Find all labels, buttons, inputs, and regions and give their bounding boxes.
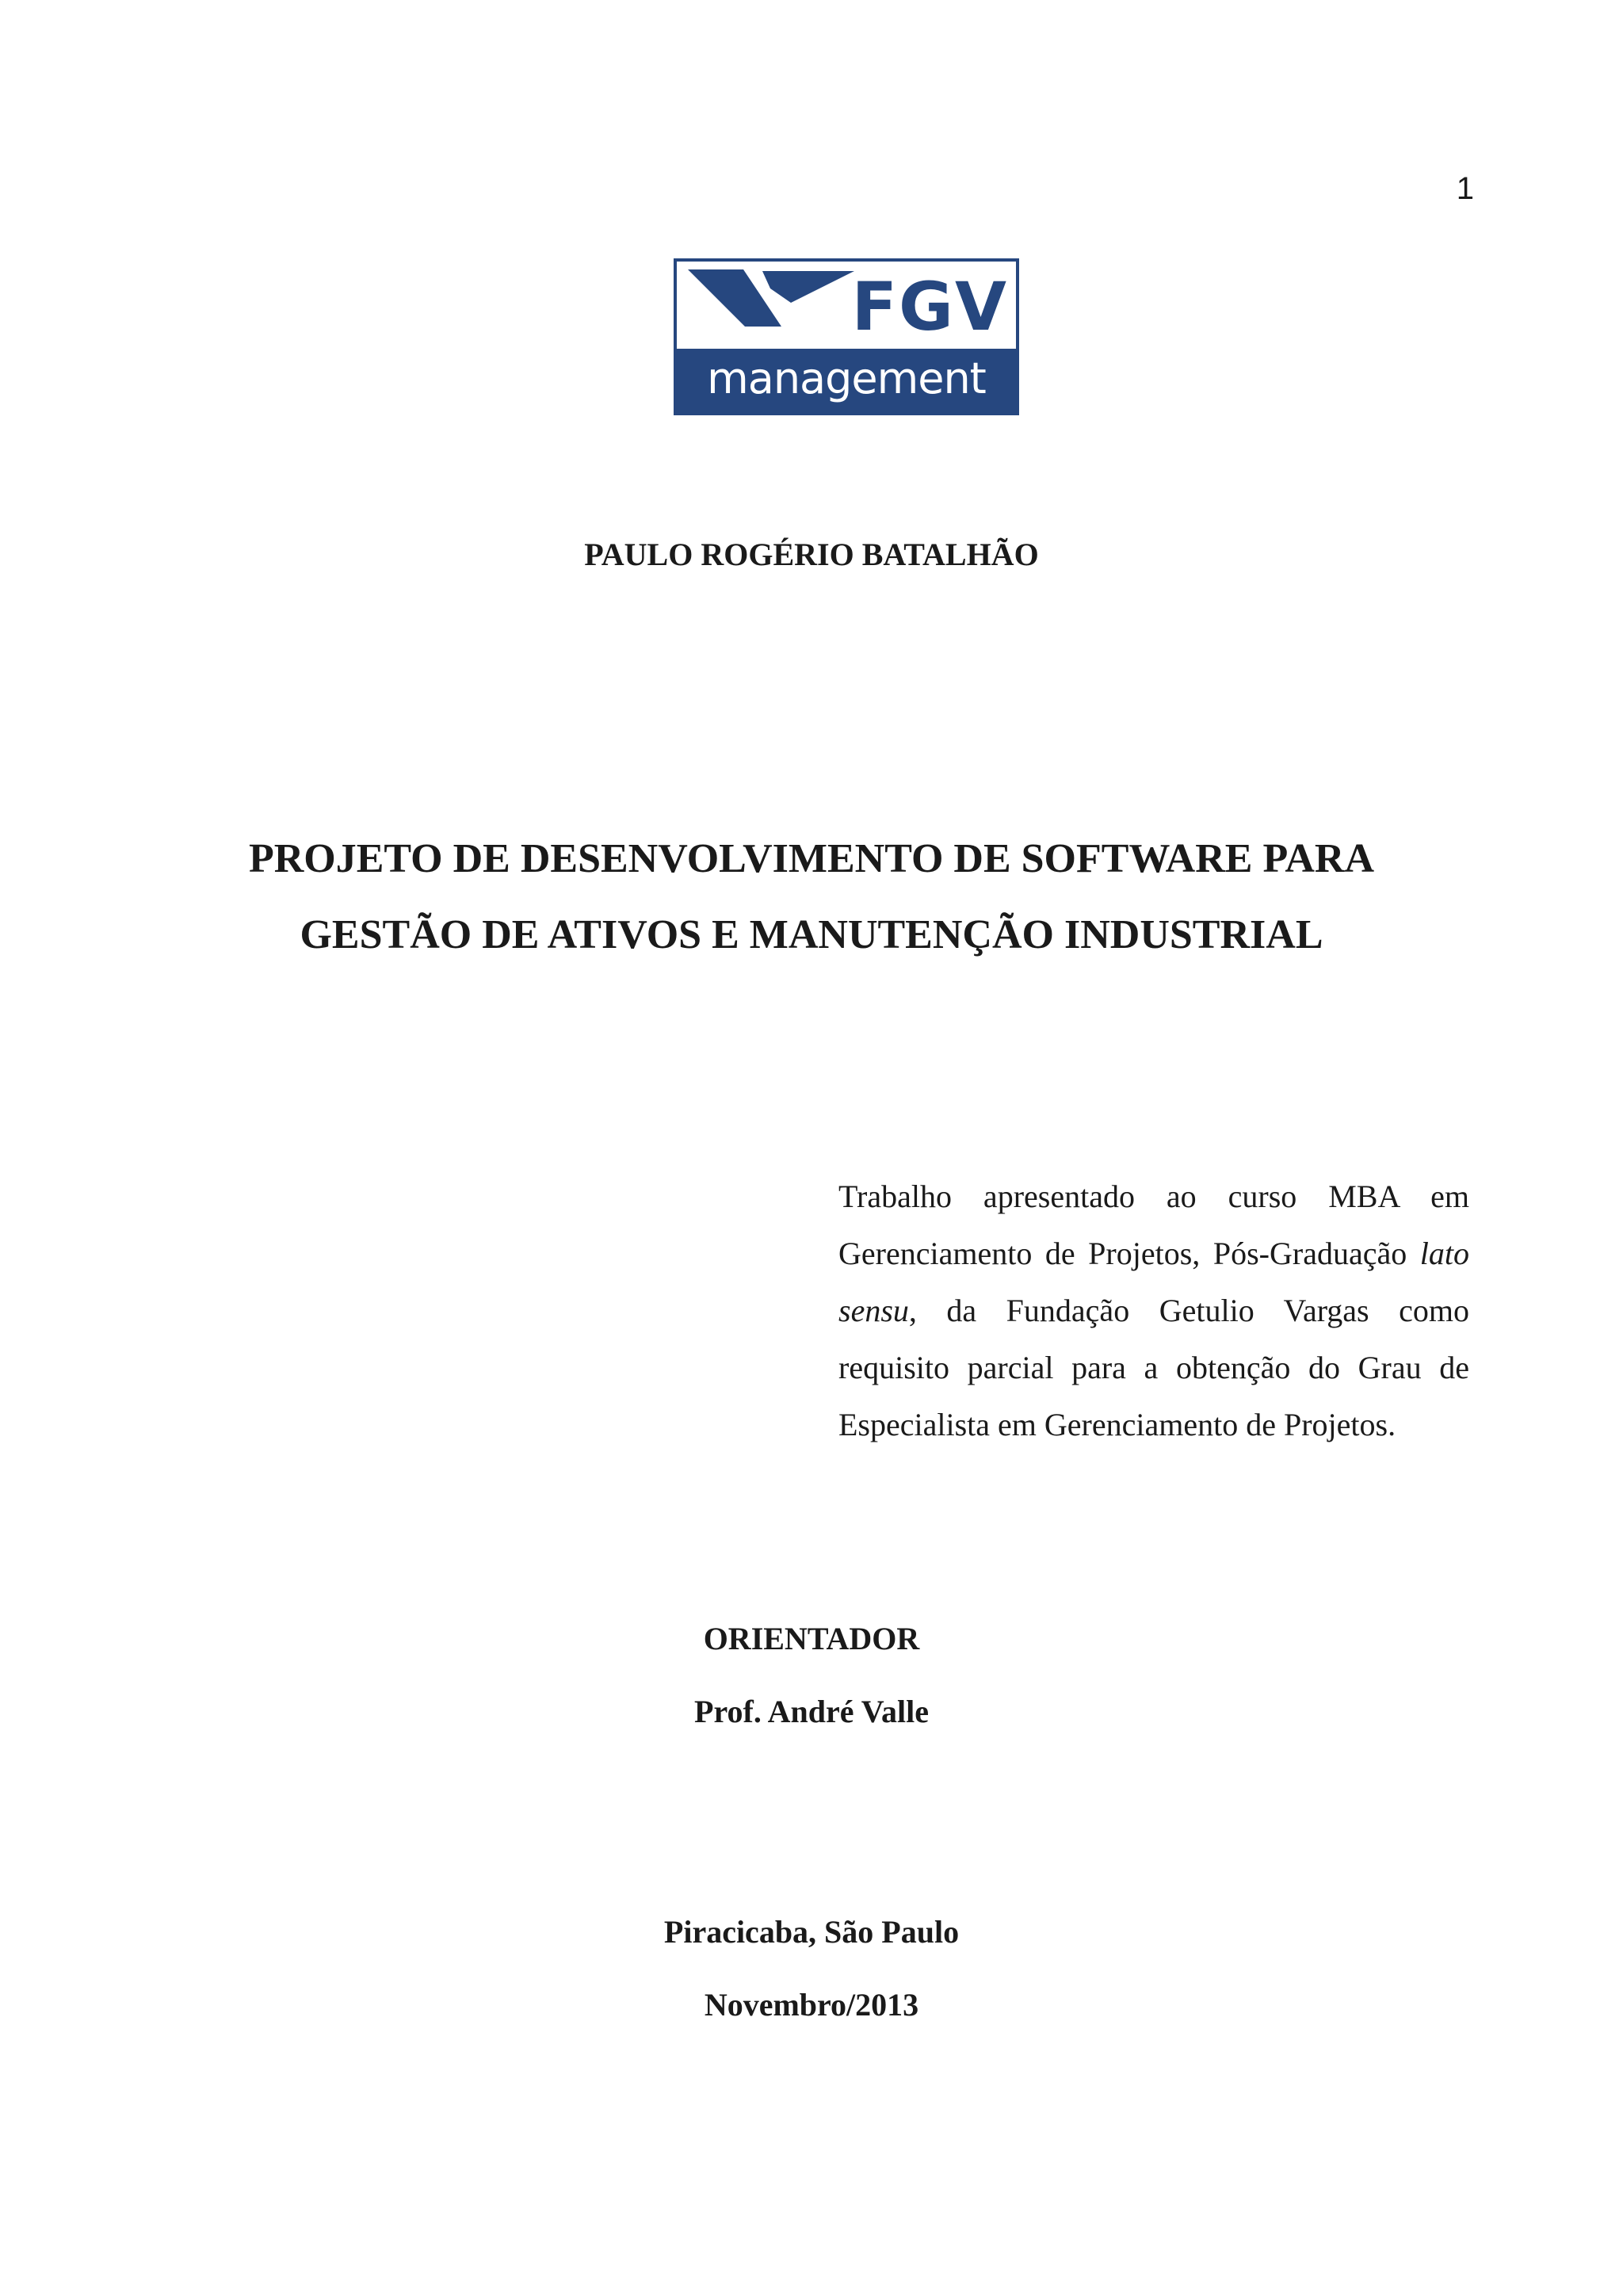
title-line-2: GESTÃO DE ATIVOS E MANUTENÇÃO INDUSTRIAL (300, 912, 1323, 957)
abstract-text-1: Trabalho apresentado ao curso MBA em Gerenciamento de Projetos, Pós-Graduação (838, 1179, 1469, 1271)
logo-brand-text: FGV (851, 268, 1008, 346)
fgv-management-logo (674, 258, 1019, 415)
date: Novembro/2013 (704, 1987, 919, 2023)
abstract-paragraph (838, 1168, 1469, 1454)
abstract-text-2: , da Fundação Getulio Vargas como requisito parcial para a obtenção do Grau de Especialista em Gerenciamento de Projetos. (838, 1293, 1469, 1442)
advisor-label: ORIENTADOR (703, 1621, 920, 1656)
abstract-italic: lato sensu (838, 1236, 1469, 1328)
title-line-1: PROJETO DE DESENVOLVIMENTO DE SOFTWARE PARA (248, 836, 1375, 881)
page-number: 1 (1456, 171, 1474, 206)
logo-subtitle: management (677, 349, 1016, 412)
advisor-name: Prof. André Valle (694, 1694, 929, 1729)
author-name: PAULO ROGÉRIO BATALHÃO (584, 537, 1039, 572)
document-title (0, 821, 1623, 973)
location: Piracicaba, São Paulo (663, 1914, 960, 1950)
